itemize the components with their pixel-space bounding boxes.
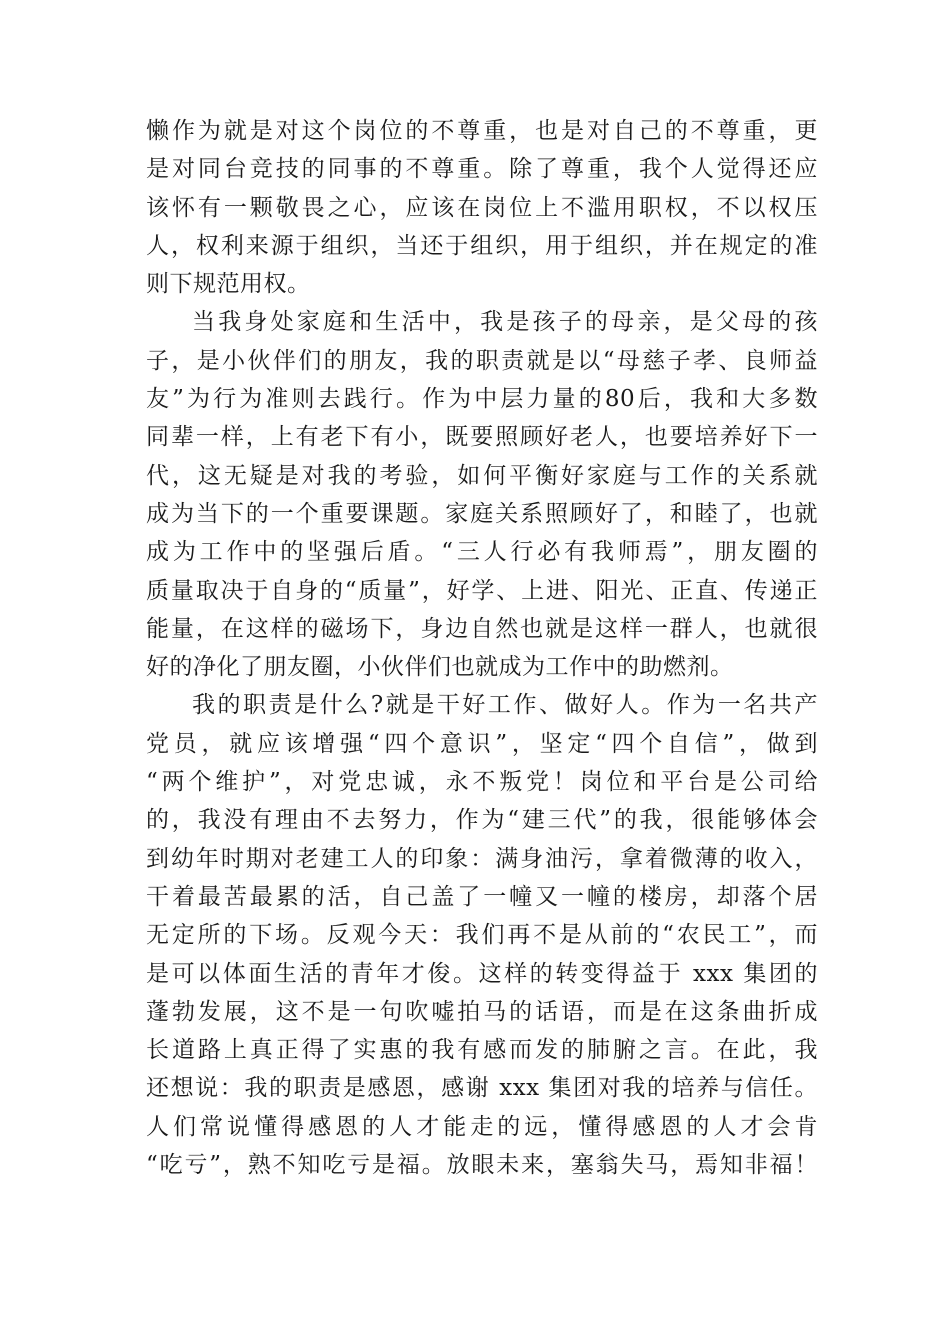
text-line: 干着最苦最累的活，自己盖了一幢又一幢的楼房，却落个居 (146, 883, 818, 910)
text-line: “吃亏”，熟不知吃亏是福。放眼未来，塞翁失马，焉知非福！ (146, 1152, 818, 1179)
text-line: 则下规范用权。 (146, 271, 311, 298)
text-line: 子，是小伙伴们的朋友，我的职责就是以“母慈子孝、良师益 (146, 347, 818, 374)
text-line: 当我身处家庭和生活中，我是孩子的母亲，是父母的孩 (192, 309, 818, 336)
text-line: 是对同台竞技的同事的不尊重。除了尊重，我个人觉得还应 (146, 156, 818, 183)
text-line: 到幼年时期对老建工人的印象：满身油污，拿着微薄的收入， (146, 845, 818, 872)
text-line: 好的净化了朋友圈，小伙伴们也就成为工作中的助燃剂。 (146, 654, 734, 681)
text-line: 我的职责是什么?就是干好工作、做好人。作为一名共产 (192, 692, 818, 719)
text-line: 还想说：我的职责是感恩，感谢 xxx 集团对我的培养与信任。 (146, 1075, 818, 1102)
text-line: 人，权利来源于组织，当还于组织，用于组织，并在规定的准 (146, 232, 818, 259)
text-line: 质量取决于自身的“质量”，好学、上进、阳光、正直、传递正 (146, 577, 818, 604)
text-line: 同辈一样，上有老下有小，既要照顾好老人，也要培养好下一 (146, 424, 818, 451)
text-line: “两个维护”，对党忠诚，永不叛党！岗位和平台是公司给 (146, 769, 818, 796)
text-line: 无定所的下场。反观今天：我们再不是从前的“农民工”，而 (146, 922, 818, 949)
text-line: 懒作为就是对这个岗位的不尊重，也是对自己的不尊重，更 (146, 118, 818, 144)
text-line: 党员，就应该增强“四个意识”，坚定“四个自信”，做到 (146, 730, 818, 757)
text-line: 友”为行为准则去践行。作为中层力量的80后，我和大多数 (146, 386, 818, 413)
text-line: 能量，在这样的磁场下，身边自然也就是这样一群人，也就很 (146, 615, 818, 642)
text-line: 成为工作中的坚强后盾。“三人行必有我师焉”，朋友圈的 (146, 539, 818, 566)
text-line: 长道路上真正得了实惠的我有感而发的肺腑之言。在此，我 (146, 1037, 818, 1064)
text-line: 代，这无疑是对我的考验，如何平衡好家庭与工作的关系就 (146, 462, 818, 489)
text-line: 的，我没有理由不去努力，作为“建三代”的我，很能够体会 (146, 807, 818, 834)
text-line: 人们常说懂得感恩的人才能走的远，懂得感恩的人才会肯 (146, 1113, 818, 1140)
text-line: 成为当下的一个重要课题。家庭关系照顾好了，和睦了，也就 (146, 500, 818, 527)
text-line: 该怀有一颗敬畏之心，应该在岗位上不滥用职权，不以权压 (146, 194, 818, 221)
body-text (146, 112, 818, 1184)
text-line: 蓬勃发展，这不是一句吹嘘拍马的话语，而是在这条曲折成 (146, 998, 818, 1025)
text-line: 是可以体面生活的青年才俊。这样的转变得益于 xxx 集团的 (146, 960, 818, 987)
